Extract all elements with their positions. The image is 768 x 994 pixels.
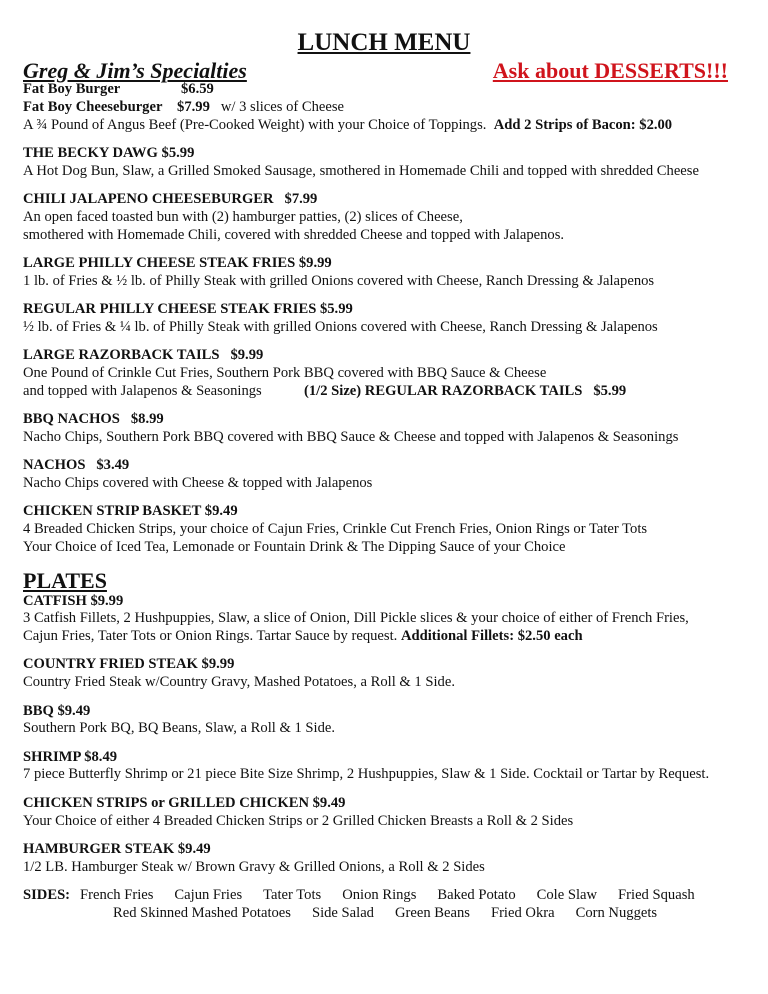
plates-heading: PLATES	[23, 567, 107, 593]
item-name: CHICKEN STRIP BASKET $9.49	[23, 503, 238, 520]
menu-item	[23, 703, 763, 739]
item-name: Fat Boy Burger	[23, 81, 121, 97]
item-name: CHILI JALAPENO CHEESEBURGER $7.99	[23, 190, 318, 207]
menu-item	[23, 503, 763, 556]
item-price: $6.59	[181, 81, 214, 97]
side-item: Cole Slaw	[536, 886, 598, 903]
page-title: LUNCH MENU	[297, 29, 471, 56]
side-item: Corn Nuggets	[575, 904, 658, 921]
item-description: One Pound of Crinkle Cut Fries, Southern Pork BBQ covered with BBQ Sauce & Cheese	[23, 364, 547, 381]
side-item: Baked Potato	[437, 886, 516, 903]
item-name: LARGE PHILLY CHEESE STEAK FRIES $9.99	[23, 254, 332, 271]
item-description: Nacho Chips covered with Cheese & topped with Jalapenos	[23, 474, 373, 491]
item-description: and topped with Jalapenos & Seasonings	[23, 382, 262, 399]
item-name: HAMBURGER STEAK $9.49	[23, 840, 211, 857]
menu-item-fat-boy	[23, 81, 763, 134]
menu-item	[23, 301, 763, 337]
side-item: Green Beans	[394, 904, 470, 921]
side-item: Side Salad	[311, 904, 374, 921]
item-name: NACHOS $3.49	[23, 457, 130, 474]
menu-item-catfish	[23, 593, 763, 646]
side-item: French Fries	[80, 886, 154, 903]
item-description: smothered with Homemade Chili, covered with shredded Cheese and topped with Jalapenos.	[23, 226, 565, 243]
menu-item	[23, 145, 763, 181]
side-item: Fried Squash	[618, 886, 695, 903]
menu-body	[23, 81, 763, 922]
item-description: 7 piece Butterfly Shrimp or 21 piece Bite Size Shrimp, 2 Hushpuppies, Slaw & 1 Side. Cocktail or Tartar by Request.	[23, 766, 710, 783]
item-description: A ¾ Pound of Angus Beef (Pre-Cooked Weight) with your Choice of Toppings.	[23, 116, 487, 133]
item-description: Your Choice of either 4 Breaded Chicken Strips or 2 Grilled Chicken Breasts a Roll & 2 Sides	[23, 812, 574, 829]
side-item: Tater Tots	[263, 886, 322, 903]
side-item: Fried Okra	[490, 904, 555, 921]
desserts-notice: Ask about DESSERTS!!!	[492, 58, 728, 83]
item-name: THE BECKY DAWG $5.99	[23, 144, 195, 161]
side-item: Onion Rings	[342, 886, 417, 903]
item-description: ½ lb. of Fries & ¼ lb. of Philly Steak with grilled Onions covered with Cheese, Ranch Dressing & Jalapenos	[23, 318, 658, 335]
item-name: SHRIMP $8.49	[23, 748, 118, 765]
item-description: 3 Catfish Fillets, 2 Hushpuppies, Slaw, a slice of Onion, Dill Pickle slices & your choice of either of French Fries,	[23, 610, 689, 627]
menu-item	[23, 749, 763, 785]
item-name: CATFISH $9.99	[23, 592, 124, 609]
menu-item	[23, 411, 763, 447]
item-description: A Hot Dog Bun, Slaw, a Grilled Smoked Sausage, smothered in Homemade Chili and topped with shredded Cheese	[23, 162, 699, 179]
regular-razorback: (1/2 Size) REGULAR RAZORBACK TAILS $5.99	[304, 382, 627, 399]
side-item: Cajun Fries	[174, 886, 243, 903]
sides-label: SIDES:	[23, 886, 71, 903]
menu-item-razorback	[23, 347, 763, 400]
item-name: COUNTRY FRIED STEAK $9.99	[23, 656, 235, 673]
menu-item	[23, 656, 763, 692]
bacon-addon: Add 2 Strips of Bacon: $2.00	[493, 116, 673, 133]
specialties-heading: Greg & Jim’s Specialties	[23, 58, 247, 83]
item-description: Your Choice of Iced Tea, Lemonade or Fountain Drink & The Dipping Sauce of your Choice	[23, 538, 566, 555]
item-name: BBQ NACHOS $8.99	[23, 410, 164, 427]
item-name: Fat Boy Cheeseburger	[23, 98, 163, 115]
menu-item	[23, 191, 763, 244]
item-name: LARGE RAZORBACK TAILS $9.99	[23, 347, 264, 364]
menu-item	[23, 457, 763, 493]
additional-fillets: Additional Fillets: $2.50 each	[400, 628, 583, 645]
sides-row-2	[23, 905, 763, 923]
item-description: 1/2 LB. Hamburger Steak w/ Brown Gravy & Grilled Onions, a Roll & 2 Sides	[23, 858, 485, 875]
item-name: REGULAR PHILLY CHEESE STEAK FRIES $5.99	[23, 300, 353, 317]
item-price: $7.99	[177, 98, 210, 115]
item-description: Cajun Fries, Tater Tots or Onion Rings. Tartar Sauce by request.	[23, 628, 398, 645]
item-note: w/ 3 slices of Cheese	[220, 98, 345, 115]
menu-item	[23, 255, 763, 291]
item-description: Country Fried Steak w/Country Gravy, Mashed Potatoes, a Roll & 1 Side.	[23, 674, 455, 691]
item-description: Southern Pork BQ, BQ Beans, Slaw, a Roll & 1 Side.	[23, 720, 336, 737]
item-name: CHICKEN STRIPS or GRILLED CHICKEN $9.49	[23, 794, 346, 811]
side-item: Red Skinned Mashed Potatoes	[113, 904, 291, 921]
item-description: An open faced toasted bun with (2) hamburger patties, (2) slices of Cheese,	[23, 208, 463, 225]
sides-row-1	[23, 887, 763, 905]
item-name: BBQ $9.49	[23, 702, 91, 719]
item-description: 4 Breaded Chicken Strips, your choice of Cajun Fries, Crinkle Cut French Fries, Onion Rings or Tater Tots	[23, 520, 648, 537]
item-description: 1 lb. of Fries & ½ lb. of Philly Steak with grilled Onions covered with Cheese, Ranch Dressing & Jalapenos	[23, 272, 655, 289]
menu-item	[23, 795, 763, 831]
menu-item	[23, 841, 763, 877]
item-description: Nacho Chips, Southern Pork BBQ covered with BBQ Sauce & Cheese and topped with Jalapenos & Seasonings	[23, 428, 679, 445]
